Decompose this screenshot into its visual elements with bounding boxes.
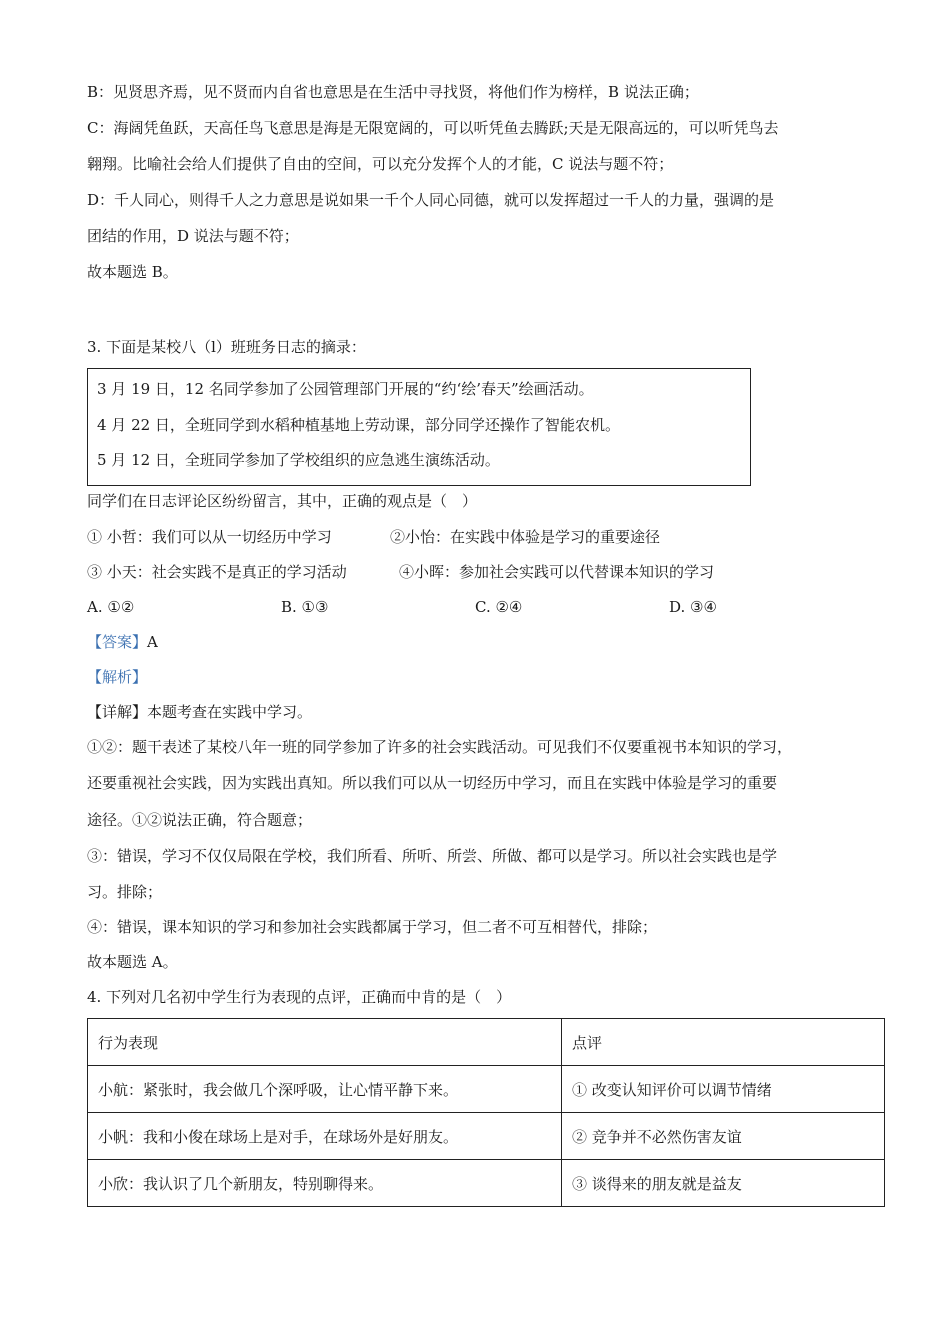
explain-line: ③：错误，学习不仅仅局限在学校，我们所看、所听、所尝、所做、都可以是学习。所以社会实践也是学 (87, 847, 778, 865)
explain-line: 还要重视社会实践，因为实践出真知。所以我们可以从一切经历中学习，而且在实践中体验是学习的重要 (87, 774, 778, 792)
analysis-option-c-line1: C：海阔凭鱼跃，天高任鸟飞意思是海是无限宽阔的，可以听凭鱼去腾跃;天是无限高远的，可以听凭鸟去 (87, 119, 779, 137)
analysis-option-c-line2: 翱翔。比喻社会给人们提供了自由的空间，可以充分发挥个人的才能，C 说法与题不符； (87, 155, 674, 173)
table-header-cell: 点评 (562, 1019, 885, 1066)
answer-line (87, 632, 158, 652)
behavior-cell: 小航：紧张时，我会做几个深呼吸，让心情平静下来。 (88, 1066, 562, 1113)
explain-conclusion: 故本题选 A。 (87, 953, 178, 971)
option-b: B. ①③ (281, 598, 329, 616)
option-c: C. ②④ (475, 598, 523, 616)
answer-tag: 【答案】 (87, 633, 148, 651)
q3-prompt: 同学们在日志评论区纷纷留言，其中，正确的观点是（ ） (87, 492, 478, 510)
explain-line: ①②：题干表述了某校八年一班的同学参加了许多的社会实践活动。可见我们不仅要重视书本知识的学习， (87, 738, 793, 756)
answer-value: A (147, 633, 158, 651)
comment-cell: ③ 谈得来的朋友就是益友 (562, 1160, 885, 1207)
statement-2: ②小怡：在实践中体验是学习的重要途径 (390, 528, 661, 546)
comment-cell: ② 竞争并不必然伤害友谊 (562, 1113, 885, 1160)
behavior-cell: 小帆：我和小俊在球场上是对手，在球场外是好朋友。 (88, 1113, 562, 1160)
detail-line: 【详解】本题考查在实践中学习。 (87, 703, 313, 721)
analysis-conclusion: 故本题选 B。 (87, 263, 178, 281)
log-entry: 4 月 22 日，全班同学到水稻种植基地上劳动课，部分同学还操作了智能农机。 (97, 416, 620, 434)
q4-stem: 4. 下列对几名初中学生行为表现的点评，正确而中肯的是（ ） (87, 988, 512, 1006)
table-row (88, 1113, 885, 1160)
option-a: A. ①② (87, 598, 135, 616)
table-row (88, 1066, 885, 1113)
table-header-cell: 行为表现 (88, 1019, 562, 1066)
statement-1: ① 小哲：我们可以从一切经历中学习 (87, 528, 332, 546)
statement-3: ③ 小天：社会实践不是真正的学习活动 (87, 563, 347, 581)
analysis-option-d-line1: D：千人同心，则得千人之力意思是说如果一千个人同心同德，就可以发挥超过一千人的力量，强调的是 (87, 191, 775, 209)
explain-line: 习。排除； (87, 883, 163, 901)
table-row (88, 1160, 885, 1207)
explain-line: 途径。①②说法正确，符合题意； (87, 811, 313, 829)
log-entry: 3 月 19 日，12 名同学参加了公园管理部门开展的“约‘绘’春天”绘画活动。 (97, 380, 594, 398)
explain-line: ④：错误，课本知识的学习和参加社会实践都属于学习，但二者不可互相替代，排除； (87, 918, 658, 936)
option-d: D. ③④ (669, 598, 717, 616)
analysis-option-d-line2: 团结的作用，D 说法与题不符； (87, 227, 299, 245)
q3-stem: 3. 下面是某校八（l）班班务日志的摘录： (87, 338, 366, 356)
table-header-row (88, 1019, 885, 1066)
log-entry: 5 月 12 日，全班同学参加了学校组织的应急逃生演练活动。 (97, 451, 500, 469)
analysis-tag: 【解析】 (87, 668, 148, 686)
behavior-evaluation-table (87, 1018, 885, 1207)
comment-cell: ① 改变认知评价可以调节情绪 (562, 1066, 885, 1113)
behavior-cell: 小欣：我认识了几个新朋友，特别聊得来。 (88, 1160, 562, 1207)
class-log-box (87, 368, 751, 486)
statement-4: ④小晖：参加社会实践可以代替课本知识的学习 (399, 563, 715, 581)
analysis-option-b: B：见贤思齐焉，见不贤而内自省也意思是在生活中寻找贤，将他们作为榜样，B 说法正确； (87, 83, 699, 101)
